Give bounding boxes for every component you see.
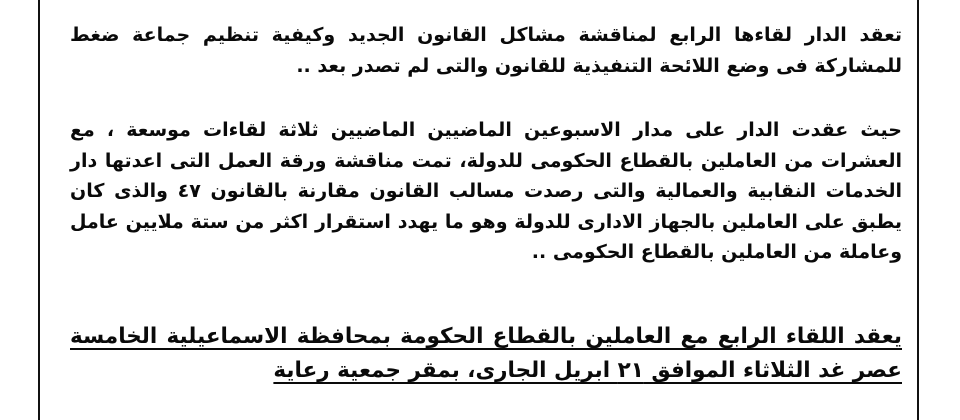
page-border-right bbox=[917, 0, 919, 420]
paragraph-intro: تعقد الدار لقاءها الرابع لمناقشة مشاكل القانون الجديد وكيفية تنظيم جماعة ضغط للمشاركة فى وضع اللائحة التنفيذية للقانون والتى لم تصدر بعد .. bbox=[70, 24, 902, 77]
paragraph-background: حيث عقدت الدار على مدار الاسبوعين الماضيين الماضيين ثلاثة لقاءات موسعة ، مع العشرات من العاملين بالقطاع الحكومى للدولة، تمت مناقشة ورقة العمل التى اعدتها دار الخدمات النقابية والعمالية والتى رصدت مسالب القانون مقارنة بالقانون ٤٧ والذى كان يطبق على العاملين بالجهاز الادارى للدولة وهو ما يهدد استقرار اكثر من ستة ملايين عامل وعاملة من العاملين بالقطاع الحكومى .. bbox=[70, 119, 902, 263]
paragraph-announcement: يعقد اللقاء الرابع مع العاملين بالقطاع الحكومة بمحافظة الاسماعيلية الخامسة عصر غد الثلاثاء الموافق ٢١ ابريل الجارى، بمقر جمعية رعاية bbox=[70, 324, 902, 383]
page-border-left bbox=[38, 0, 40, 420]
